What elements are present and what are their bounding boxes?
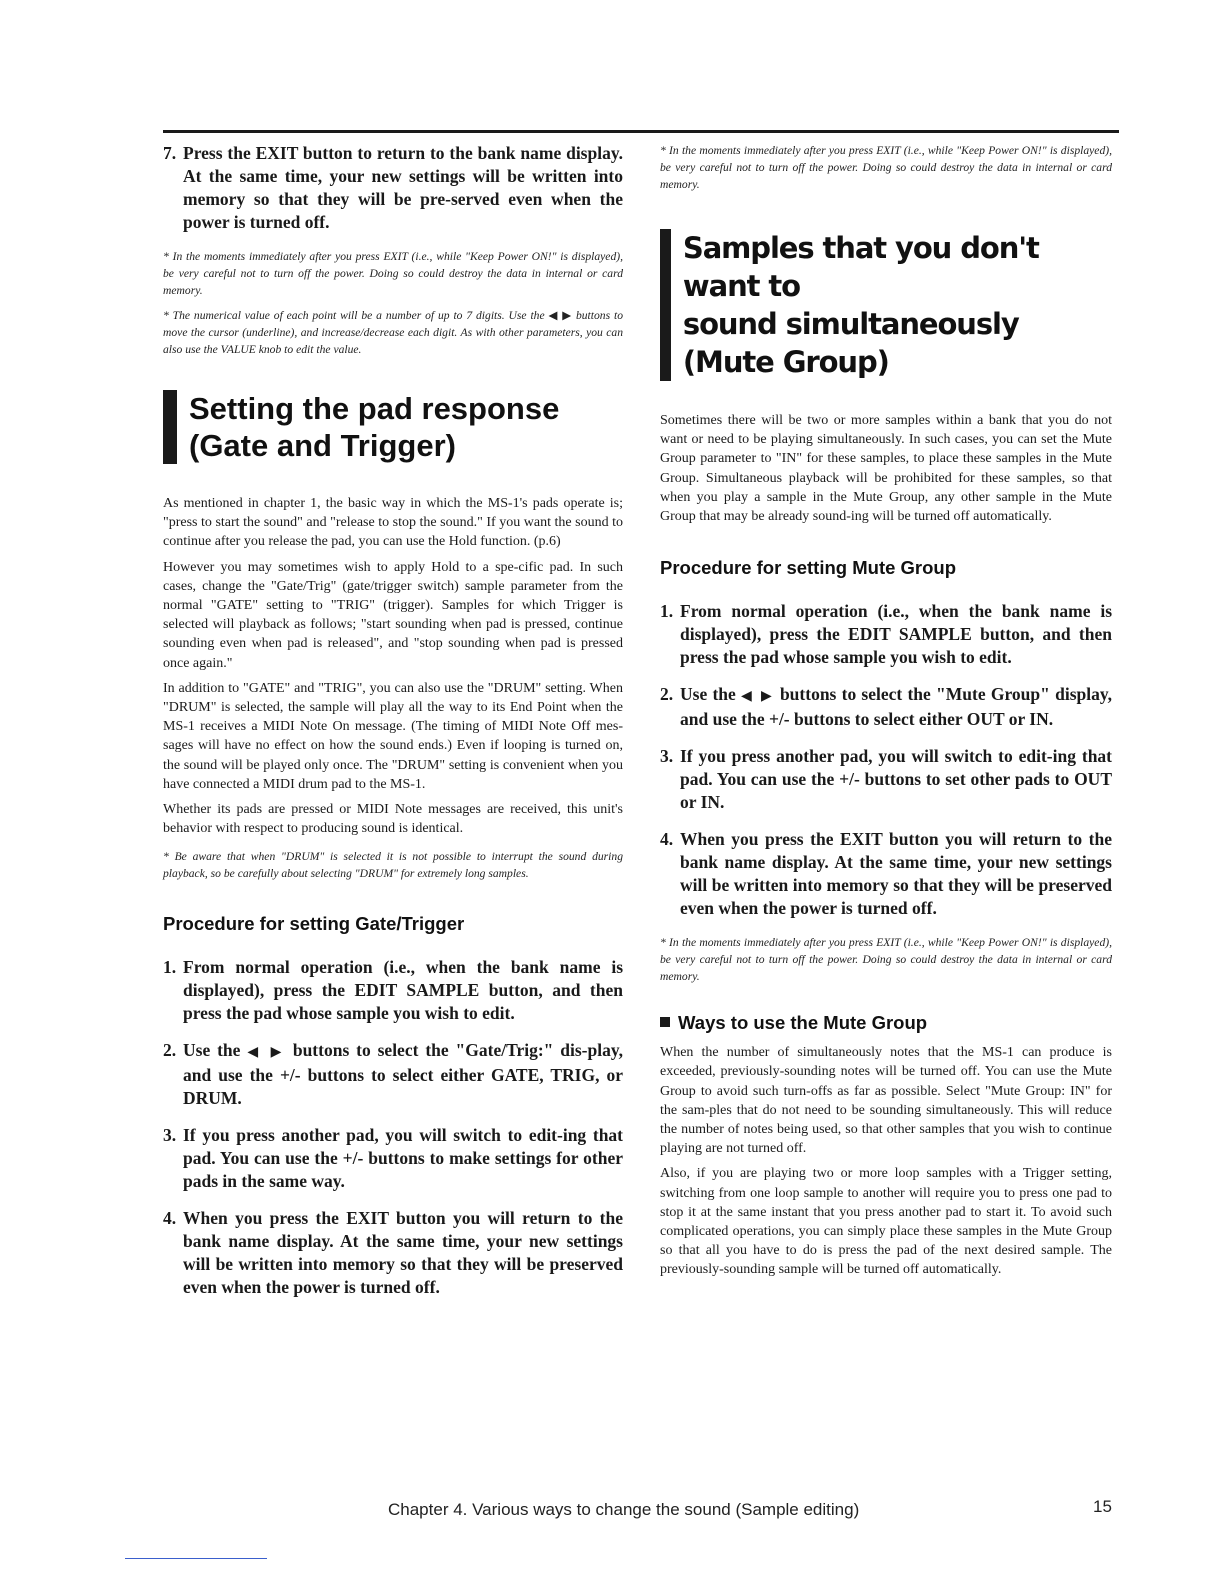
heading-line-1: Samples that you don't want to [682,231,1039,303]
heading-bar [660,229,671,381]
page-number: 15 [1093,1497,1112,1516]
mute-step-3: 3. If you press another pad, you will switch to edit-ing that pad. You can use the +/- buttons to set other pads to OUT or IN. [660,746,1112,813]
heading-line-2: (Gate and Trigger) [189,428,456,463]
procedure-heading-mute-group: Procedure for setting Mute Group [660,557,957,579]
note-numerical-value: * The numerical value of each point will be a number of up to 7 digits. Use the ◀ ▶ buttons to move the cursor (underline), and increase/decrease each digit. As with other parameters, you can also use the VALUE knob to edit the value. [163,309,623,356]
bottom-accent-line [125,1558,267,1559]
mute-step-1: 1. From normal operation (i.e., when the bank name is displayed), press the EDIT SAMPLE button, and then press the pad whose sample you wish to edit. [660,601,1112,668]
left-column [163,142,623,1313]
procedure-heading-gate-trigger: Procedure for setting Gate/Trigger [163,913,465,935]
note-keep-power-after: * In the moments immediately after you press EXIT (i.e., while "Keep Power ON!" is displayed), be very careful not to turn off the power. Doing so could destroy the data in internal or card memory. [660,936,1112,984]
top-rule [163,130,1119,133]
paragraph-mute-intro: Sometimes there will be two or more samples within a bank that you do not want or need to be playing simultaneously. In such cases, you can set the Mute Group parameter to "IN" for these samples, to place these samples in the Mute Group. Simultaneous playback will be prohibited for these samples, so that when you play a sample in the Mute Group, any other sample in the Mute Group that may be already sound-ing will be turned off automatically. [660,413,1112,525]
heading-line-1: Setting the pad response [189,391,560,426]
note-drum: * Be aware that when "DRUM" is selected it is not possible to interrupt the sound during playback, so be carefully about selecting "DRUM" for extremely long samples. [163,850,623,881]
gate-step-4: 4. When you press the EXIT button you will return to the bank name display. At the same time, your new settings will be written into memory so that they will be preserved even when the power is turned off. [163,1208,623,1298]
mute-step-2: 2. Use the ◀ ▶ buttons to select the "Mute Group" display, and use the +/- buttons to select either OUT or IN. [660,684,1113,730]
section-heading-mute-group [660,229,1112,381]
paragraph-ways-2: Also, if you are playing two or more loop samples with a Trigger setting, switching from one loop sample to another will require you to press one pad to stop it at the same instant that you press another pad to start it. To avoid such complicated operations, you can simply place these samples in the Mute Group so that all you have to do is press the pad of the next desired sample. The previously-sounding sample will be turned off automatically. [660,1166,1112,1278]
square-bullet-icon [660,1017,670,1027]
gate-step-1: 1. From normal operation (i.e., when the bank name is displayed), press the EDIT SAMPLE button, and then press the pad whose sample you wish to edit. [163,957,623,1024]
paragraph-ways-1: When the number of simultaneously notes that the MS-1 can produce is exceeded, previously-sounding notes will be turned off. You can use the Mute Group to avoid such turn-offs as far as possible. Select "Mute Group: IN" for the sam-ples that do not need to be sounding simultaneously. This will reduce the number of notes being used, so that other samples that you wish to continue playing are not turned off. [660,1045,1112,1157]
mute-step-4: 4. When you press the EXIT button you will return to the bank name display. At the same time, your new settings will be written into memory so that they will be preserved even when the power is turned off. [660,829,1112,919]
heading-bar [163,390,177,464]
step-7: 7. Press the EXIT button to return to the bank name display. At the same time, your new settings will be written into memory so that they will be pre-served even when the power is turned off. [163,143,623,232]
paragraph-drum: In addition to "GATE" and "TRIG", you can also use the "DRUM" setting. When "DRUM" is selected, the sample will play all the way to its End Point when the MS-1 receives a MIDI Note On message. (The timing of MIDI Note Off mes-sages will have no effect on how the sound ends.) Even if looping is turned on, the sound will be played only once. The "DRUM" setting is convenient when you have connected a MIDI drum pad to the MS-1. [163,680,623,792]
cursor-arrows-icon: ◀ ▶ [741,689,775,705]
right-column [660,142,1112,1286]
note-keep-power-top: * In the moments immediately after you press EXIT (i.e., while "Keep Power ON!" is displayed), be very careful not to turn off the power. Doing so could destroy the data in internal or card memory. [660,144,1112,191]
section-heading-pad-response [163,390,623,464]
heading-line-2: sound simultaneously (Mute Group) [682,307,1019,379]
footer-chapter-title: Chapter 4. Various ways to change the sound (Sample editing) [388,1500,860,1519]
cursor-arrows-icon: ◀ ▶ [247,1045,286,1061]
gate-step-2: 2. Use the ◀ ▶ buttons to select the "Gate/Trig:" dis-play, and use the +/- buttons to select either GATE, TRIG, or DRUM. [163,1040,623,1109]
paragraph-hold: As mentioned in chapter 1, the basic way in which the MS-1's pads operate is; "press to start the sound" and "release to stop the sound." If you want the sound to continue after you release the pad, you can use the Hold function. (p.6) [163,496,623,550]
paragraph-trigger: However you may sometimes wish to apply Hold to a spe-cific pad. In such cases, change the "Gate/Trig" (gate/trigger switch) sample parameter from the normal "GATE" setting to "TRIG" (trigger). Samples for which Trigger is selected will playback as follows; "start sounding when pad is pressed, continue sounding even when pad is released", and "stop sounding when pad is pressed once again." [163,559,623,671]
note-keep-power: * In the moments immediately after you press EXIT (i.e., while "Keep Power ON!" is displayed), be very careful not to turn off the power. Doing so could destroy the data in internal or card memory. [163,250,623,297]
paragraph-behavior: Whether its pads are pressed or MIDI Note messages are received, this unit's behavior with respect to producing sound is identical. [163,802,623,837]
gate-step-3: 3. If you press another pad, you will switch to edit-ing that pad. You can use the +/- buttons to make settings for other pads in the same way. [163,1125,623,1192]
ways-heading: Ways to use the Mute Group [660,1011,1112,1035]
